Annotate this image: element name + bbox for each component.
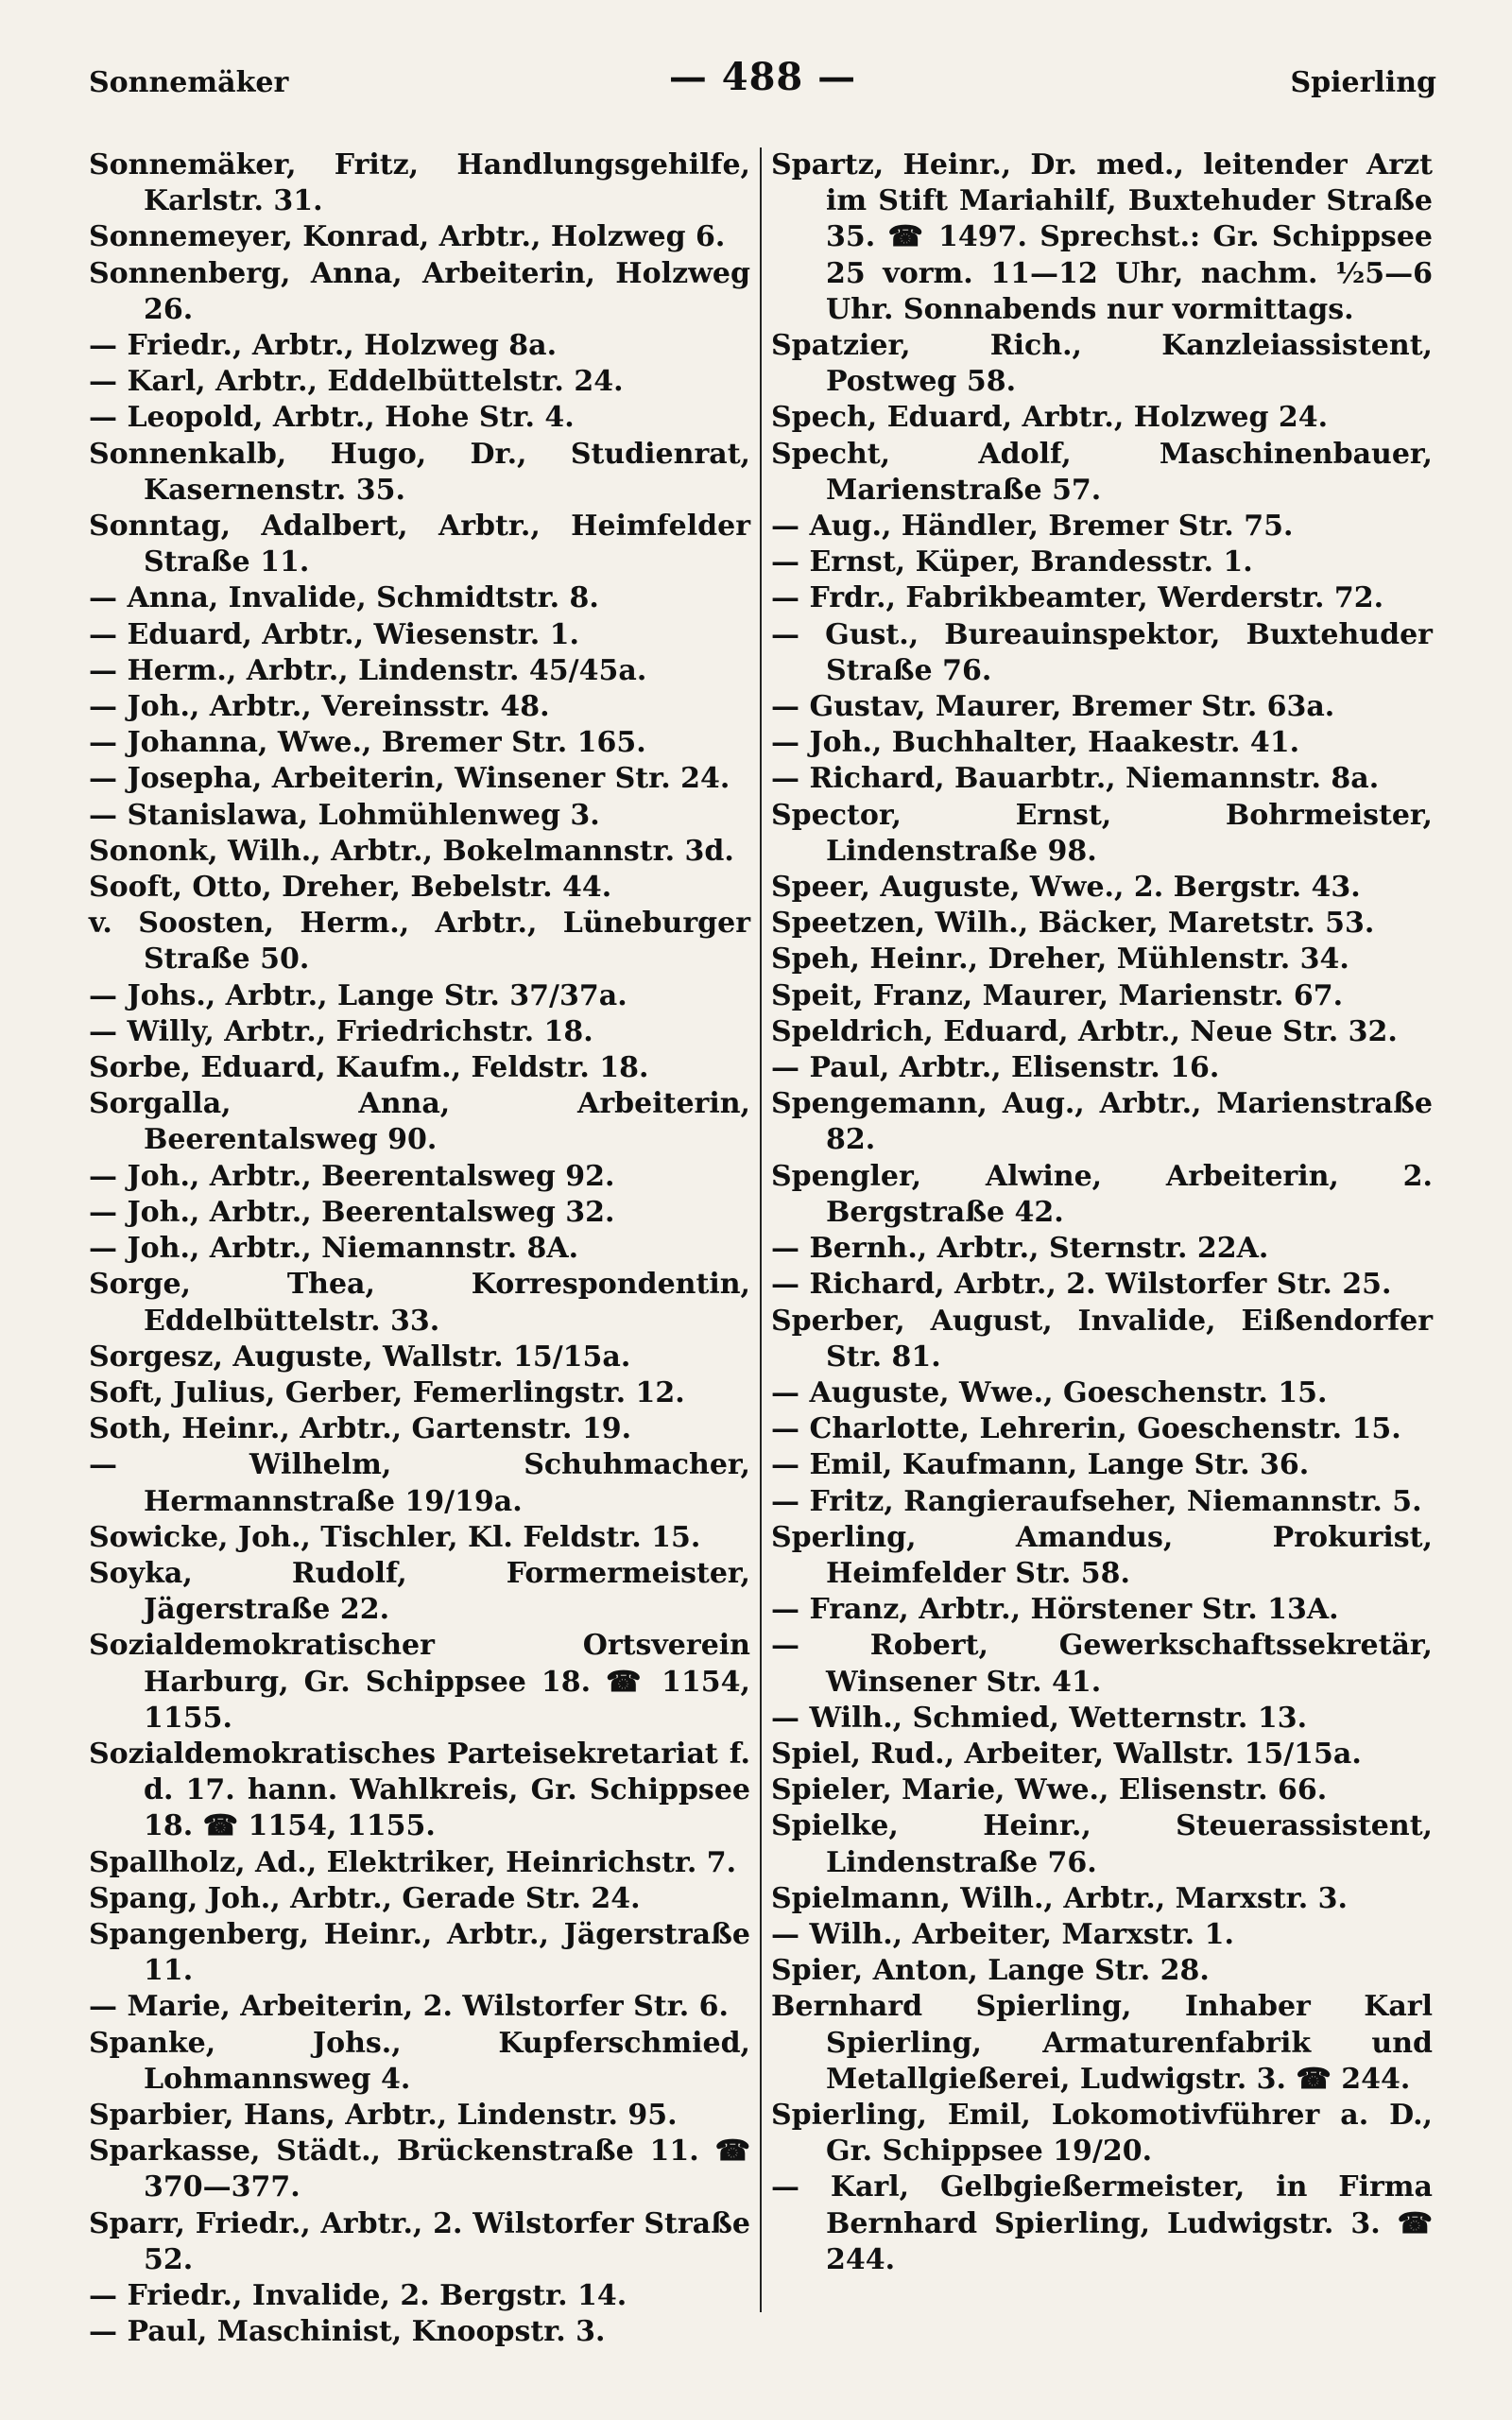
directory-entry: Spieler, Marie, Wwe., Elisenstr. 66. (771, 1773, 1328, 1807)
directory-entry: Sorbe, Eduard, Kaufm., Feldstr. 18. (89, 1051, 649, 1085)
directory-entry: — Wilhelm, Schuhmacher, Hermannstraße 19/19a. (89, 1448, 750, 1518)
directory-entry: — Karl, Gelbgießermeister, in Firma Bernhard Spierling, Ludwigstr. 3. ☎ 244. (771, 2170, 1433, 2276)
right-column (771, 147, 1433, 2350)
directory-entry: — Friedr., Arbtr., Holzweg 8a. (89, 329, 558, 363)
directory-entry: — Ernst, Küper, Brandesstr. 1. (771, 545, 1253, 579)
directory-entry: Speetzen, Wilh., Bäcker, Maretstr. 53. (771, 907, 1375, 941)
directory-entry: — Paul, Arbtr., Elisenstr. 16. (771, 1051, 1220, 1085)
directory-entry: — Richard, Bauarbtr., Niemannstr. 8a. (771, 762, 1380, 796)
directory-entry: — Willy, Arbtr., Friedrichstr. 18. (89, 1014, 593, 1048)
directory-entry: — Friedr., Invalide, 2. Bergstr. 14. (89, 2278, 627, 2312)
directory-entry: — Anna, Invalide, Schmidtstr. 8. (89, 581, 599, 615)
page-number: — 488 — (668, 55, 857, 99)
directory-entry: Speldrich, Eduard, Arbtr., Neue Str. 32. (771, 1014, 1398, 1048)
directory-entry: Sooft, Otto, Dreher, Bebelstr. 44. (89, 871, 612, 905)
directory-entry: — Fritz, Rangieraufseher, Niemannstr. 5. (771, 1484, 1422, 1518)
directory-entry: Spangenberg, Heinr., Arbtr., Jägerstraße 11. (89, 1917, 750, 1988)
directory-entry: — Joh., Arbtr., Beerentalsweg 32. (89, 1195, 615, 1229)
directory-entry: Speit, Franz, Maurer, Marienstr. 67. (771, 978, 1344, 1012)
directory-entry: Sononk, Wilh., Arbtr., Bokelmannstr. 3d. (89, 834, 734, 868)
directory-entry: — Bernh., Arbtr., Sternstr. 22A. (771, 1232, 1269, 1266)
directory-entry: Spielmann, Wilh., Arbtr., Marxstr. 3. (771, 1881, 1348, 1915)
directory-entry: Spallholz, Ad., Elektriker, Heinrichstr. 7. (89, 1845, 737, 1879)
directory-entry: — Wilh., Schmied, Wetternstr. 13. (771, 1701, 1308, 1735)
directory-entry: Soth, Heinr., Arbtr., Gartenstr. 19. (89, 1412, 632, 1446)
directory-entry: Sozialdemokratisches Parteisekretariat f. d. 17. hann. Wahlkreis, Gr. Schippsee 18. ☎ 1154, 1155. (89, 1737, 750, 1843)
directory-entry: Sperling, Amandus, Prokurist, Heimfelder Str. 58. (771, 1520, 1433, 1590)
directory-entry: — Richard, Arbtr., 2. Wilstorfer Str. 25. (771, 1268, 1392, 1302)
directory-entry: Sonnemäker, Fritz, Handlungsgehilfe, Karlstr. 31. (89, 148, 750, 218)
directory-entry: Sonnenkalb, Hugo, Dr., Studienrat, Kasernenstr. 35. (89, 437, 750, 507)
directory-entry: — Gust., Bureauinspektor, Buxtehuder Straße 76. (771, 617, 1433, 687)
directory-entry: — Wilh., Arbeiter, Marxstr. 1. (771, 1917, 1234, 1951)
directory-entry: Spengemann, Aug., Arbtr., Marienstraße 82. (771, 1087, 1433, 1157)
directory-entry: Spielke, Heinr., Steuerassistent, Lindenstraße 76. (771, 1809, 1433, 1879)
directory-entry: — Herm., Arbtr., Lindenstr. 45/45a. (89, 653, 647, 687)
directory-entry: Speer, Auguste, Wwe., 2. Bergstr. 43. (771, 871, 1361, 905)
directory-entry: Spier, Anton, Lange Str. 28. (771, 1954, 1210, 1988)
directory-entry: Sorgesz, Auguste, Wallstr. 15/15a. (89, 1340, 631, 1374)
directory-entry: — Aug., Händler, Bremer Str. 75. (771, 510, 1294, 544)
directory-entry: Spartz, Heinr., Dr. med., leitender Arzt im Stift Mariahilf, Buxtehuder Straße 35. ☎ 1497. Sprechst.: Gr. Schippsee 25 vorm. 11—12 Uhr, nachm. ½5—6 Uhr. Sonnabends nur vormittags. (771, 148, 1433, 326)
directory-entry: Spiel, Rud., Arbeiter, Wallstr. 15/15a. (771, 1737, 1362, 1771)
directory-entry: — Karl, Arbtr., Eddelbüttelstr. 24. (89, 365, 624, 399)
directory-entry: — Robert, Gewerkschaftssekretär, Winsener Str. 41. (771, 1629, 1433, 1699)
directory-entry: — Charlotte, Lehrerin, Goeschenstr. 15. (771, 1412, 1401, 1446)
directory-entry: — Paul, Maschinist, Knoopstr. 3. (89, 2315, 606, 2349)
directory-entry: Sparbier, Hans, Arbtr., Lindenstr. 95. (89, 2098, 678, 2132)
directory-entry: Sozialdemokratischer Ortsverein Harburg, Gr. Schippsee 18. ☎ 1154, 1155. (89, 1629, 750, 1735)
directory-entry: Spang, Joh., Arbtr., Gerade Str. 24. (89, 1881, 641, 1915)
directory-entry: — Emil, Kaufmann, Lange Str. 36. (771, 1448, 1310, 1482)
directory-entry: — Frdr., Fabrikbeamter, Werderstr. 72. (771, 581, 1384, 615)
directory-entry: Sorge, Thea, Korrespondentin, Eddelbüttelstr. 33. (89, 1268, 750, 1338)
left-column (89, 147, 750, 2350)
directory-entry: — Leopold, Arbtr., Hohe Str. 4. (89, 401, 575, 435)
entry-columns (89, 147, 1436, 2350)
directory-entry: Sowicke, Joh., Tischler, Kl. Feldstr. 15. (89, 1520, 701, 1554)
directory-entry: — Franz, Arbtr., Hörstener Str. 13A. (771, 1593, 1339, 1627)
directory-entry: — Johs., Arbtr., Lange Str. 37/37a. (89, 978, 627, 1012)
directory-entry: — Auguste, Wwe., Goeschenstr. 15. (771, 1375, 1328, 1409)
directory-entry: Spector, Ernst, Bohrmeister, Lindenstraße 98. (771, 798, 1433, 868)
directory-entry: Spatzier, Rich., Kanzleiassistent, Postweg 58. (771, 329, 1433, 399)
running-head-first-name: Sonnemäker (89, 66, 289, 99)
directory-entry: Soft, Julius, Gerber, Femerlingstr. 12. (89, 1375, 685, 1409)
directory-entry: — Gustav, Maurer, Bremer Str. 63a. (771, 690, 1335, 724)
running-head-last-name: Spierling (1290, 66, 1436, 99)
directory-entry: Sparr, Friedr., Arbtr., 2. Wilstorfer Straße 52. (89, 2206, 750, 2276)
directory-entry: — Joh., Arbtr., Vereinsstr. 48. (89, 690, 550, 724)
directory-entry: v. Soosten, Herm., Arbtr., Lüneburger Straße 50. (89, 907, 750, 977)
directory-entry: Spengler, Alwine, Arbeiterin, 2. Bergstraße 42. (771, 1159, 1433, 1229)
directory-entry: Sonntag, Adalbert, Arbtr., Heimfelder Straße 11. (89, 510, 750, 579)
directory-entry: — Joh., Buchhalter, Haakestr. 41. (771, 726, 1300, 760)
directory-entry: Sonnemeyer, Konrad, Arbtr., Holzweg 6. (89, 220, 726, 254)
directory-entry: Sonnenberg, Anna, Arbeiterin, Holzweg 26. (89, 256, 750, 326)
directory-entry: Spierling, Emil, Lokomotivführer a. D., Gr. Schippsee 19/20. (771, 2098, 1433, 2169)
directory-entry: Specht, Adolf, Maschinenbauer, Marienstraße 57. (771, 437, 1433, 507)
directory-entry: — Johanna, Wwe., Bremer Str. 165. (89, 726, 646, 760)
directory-entry: Bernhard Spierling, Inhaber Karl Spierling, Armaturenfabrik und Metallgießerei, Ludwigstr. 3. ☎ 244. (771, 1990, 1433, 2096)
directory-entry: — Stanislawa, Lohmühlenweg 3. (89, 798, 600, 832)
directory-entry: Spanke, Johs., Kupferschmied, Lohmannsweg 4. (89, 2026, 750, 2096)
directory-entry: Sparkasse, Städt., Brückenstraße 11. ☎ 370—377. (89, 2135, 750, 2204)
directory-entry: Soyka, Rudolf, Formermeister, Jägerstraße 22. (89, 1556, 750, 1627)
directory-entry: Sorgalla, Anna, Arbeiterin, Beerentalsweg 90. (89, 1087, 750, 1157)
directory-entry: — Marie, Arbeiterin, 2. Wilstorfer Str. 6. (89, 1990, 729, 2024)
directory-entry: Speh, Heinr., Dreher, Mühlenstr. 34. (771, 942, 1349, 977)
running-head (89, 55, 1436, 113)
directory-entry: Sperber, August, Invalide, Eißendorfer Str. 81. (771, 1304, 1433, 1374)
directory-entry: — Joh., Arbtr., Niemannstr. 8A. (89, 1232, 579, 1266)
directory-entry: — Joh., Arbtr., Beerentalsweg 92. (89, 1159, 615, 1193)
column-divider (760, 147, 762, 2312)
directory-entry: — Josepha, Arbeiterin, Winsener Str. 24. (89, 762, 730, 796)
directory-entry: Spech, Eduard, Arbtr., Holzweg 24. (771, 401, 1329, 435)
directory-entry: — Eduard, Arbtr., Wiesenstr. 1. (89, 617, 579, 651)
